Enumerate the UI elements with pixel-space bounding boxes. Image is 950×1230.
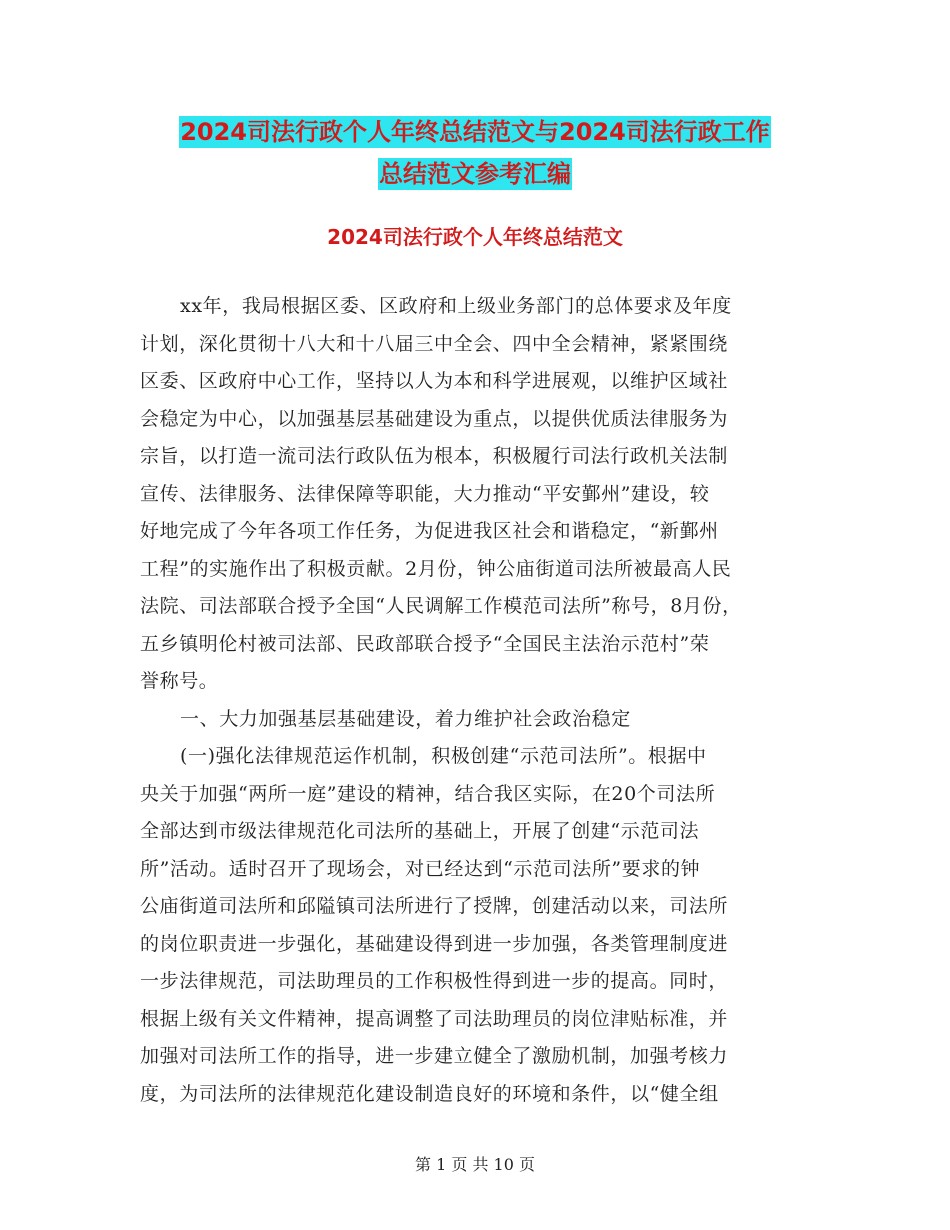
paragraph-line: 央关于加强“两所一庭”建设的精神，结合我区实际，在20个司法所 xyxy=(140,782,716,805)
document-title-line-2 xyxy=(0,153,950,195)
document-title-text-1: 2024司法行政个人年终总结范文与2024司法行政工作 xyxy=(180,118,770,146)
paragraph-line: 宣传、法律服务、法律保障等职能，大力推动“平安鄞州”建设，较 xyxy=(140,482,710,505)
page-footer xyxy=(0,1153,950,1177)
document-title-text-2: 总结范文参考汇编 xyxy=(379,160,571,188)
paragraph-line: 加强对司法所工作的指导，进一步建立健全了激励机制，加强考核力 xyxy=(140,1045,729,1067)
paragraph-line: 工程”的实施作出了积极贡献。2月份，钟公庙街道司法所被最高人民 xyxy=(140,557,732,580)
paragraph-line: 一步法律规范，司法助理员的工作积极性得到进一步的提高。同时， xyxy=(140,970,729,992)
paragraph-line: 五乡镇明伦村被司法部、民政部联合授予“全国民主法治示范村”荣 xyxy=(140,632,710,655)
paragraph-line: 度，为司法所的法律规范化建设制造良好的环境和条件，以“健全组 xyxy=(140,1082,719,1105)
paragraph-line: (一)强化法律规范运作机制，积极创建“示范司法所”。根据中 xyxy=(180,745,707,767)
section-heading-line: 一、大力加强基层基础建设，着力维护社会政治稳定 xyxy=(180,707,631,730)
paragraph-line: 计划，深化贯彻十八大和十八届三中全会、四中全会精神，紧紧围绕 xyxy=(140,332,729,355)
paragraph-line: 的岗位职责进一步强化，基础建设得到进一步加强，各类管理制度进 xyxy=(140,932,729,955)
paragraph-line: xx年，我局根据区委、区政府和上级业务部门的总体要求及年度 xyxy=(180,295,732,317)
paragraph-line: 法院、司法部联合授予全国“人民调解工作模范司法所”称号，8月份， xyxy=(140,595,742,617)
paragraph-line: 好地完成了今年各项工作任务，为促进我区社会和谐稳定，“新鄞州 xyxy=(140,520,719,542)
paragraph-line: 宗旨，以打造一流司法行政队伍为根本，积极履行司法行政机关法制 xyxy=(140,445,729,467)
section-title: 2024司法行政个人年终总结范文 xyxy=(327,225,623,249)
document-title-line-1 xyxy=(0,111,950,153)
paragraph-line: 根据上级有关文件精神，提高调整了司法助理员的岗位津贴标准，并 xyxy=(140,1007,729,1030)
paragraph-line: 所”活动。适时召开了现场会，对已经达到“示范司法所”要求的钟 xyxy=(140,857,701,880)
paragraph-line: 全部达到市级法律规范化司法所的基础上，开展了创建“示范司法 xyxy=(140,820,700,842)
paragraph-line: 会稳定为中心，以加强基层基础建设为重点，以提供优质法律服务为 xyxy=(140,407,729,430)
paragraph-line: 区委、区政府中心工作，坚持以人为本和科学进展观，以维护区域社 xyxy=(140,370,729,392)
body-text xyxy=(140,288,805,1113)
page-number-indicator: 第 1 页 共 10 页 xyxy=(415,1155,535,1174)
paragraph-line: 誉称号。 xyxy=(140,670,219,692)
paragraph-line: 公庙街道司法所和邱隘镇司法所进行了授牌，创建活动以来，司法所 xyxy=(140,895,729,917)
